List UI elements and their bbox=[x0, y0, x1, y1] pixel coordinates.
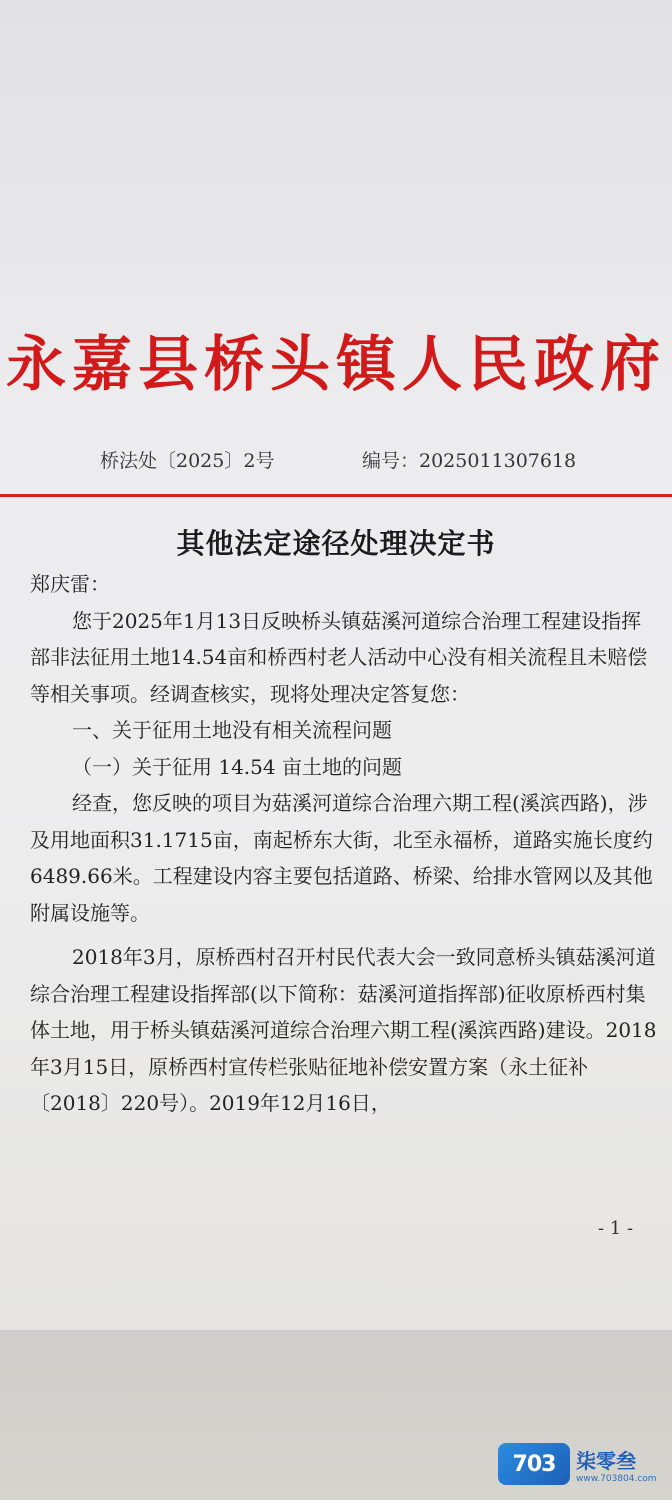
intro-paragraph: 您于2025年1月13日反映桥头镇菇溪河道综合治理工程建设指挥部非法征用土地14.54亩和桥西村老人活动中心没有相关流程且未赔偿等相关事项。经调查核实，现将处理决定答复您： bbox=[30, 608, 648, 706]
watermark-logo-icon: 703 bbox=[498, 1443, 570, 1485]
recipient-line: 郑庆雷： bbox=[30, 572, 110, 596]
history-paragraph: 2018年3月，原桥西村召开村民代表大会一致同意桥头镇菇溪河道综合治理工程建设指挥部(以下简称：菇溪河道指挥部)征收原桥西村集体土地，用于桥头镇菇溪河道综合治理六期工程(溪滨西路)建设。2018年3月15日，原桥西村宣传栏张贴征地补偿安置方案（永土征补〔2018〕220号）。2019年12月16日， bbox=[30, 945, 657, 1115]
document-body bbox=[30, 566, 658, 1122]
watermark-name: 柒零叁 bbox=[576, 1448, 636, 1473]
decision-title: 其他法定途径处理决定书 bbox=[176, 527, 496, 560]
site-watermark bbox=[498, 1440, 658, 1488]
government-letterhead: 永嘉县桥头镇人民政府 bbox=[6, 330, 666, 400]
document-reference: 桥法处〔2025〕2号 bbox=[100, 450, 275, 472]
document-serial-number: 编号：2025011307618 bbox=[362, 450, 577, 472]
page-number: - 1 - bbox=[598, 1218, 634, 1239]
red-divider-line bbox=[0, 494, 672, 497]
subsection-heading: （一）关于征用 14.54 亩土地的问题 bbox=[72, 754, 402, 779]
investigation-paragraph: 经查，您反映的项目为菇溪河道综合治理六期工程(溪滨西路)，涉及用地面积31.1715亩，南起桥东大街，北至永福桥，道路实施长度约6489.66米。工程建设内容主要包括道路、桥梁、给排水管网以及其他附属设施等。 bbox=[30, 791, 653, 925]
watermark-site: www.703804.com bbox=[576, 1473, 657, 1484]
section-heading-one: 一、关于征用土地没有相关流程问题 bbox=[72, 718, 392, 742]
